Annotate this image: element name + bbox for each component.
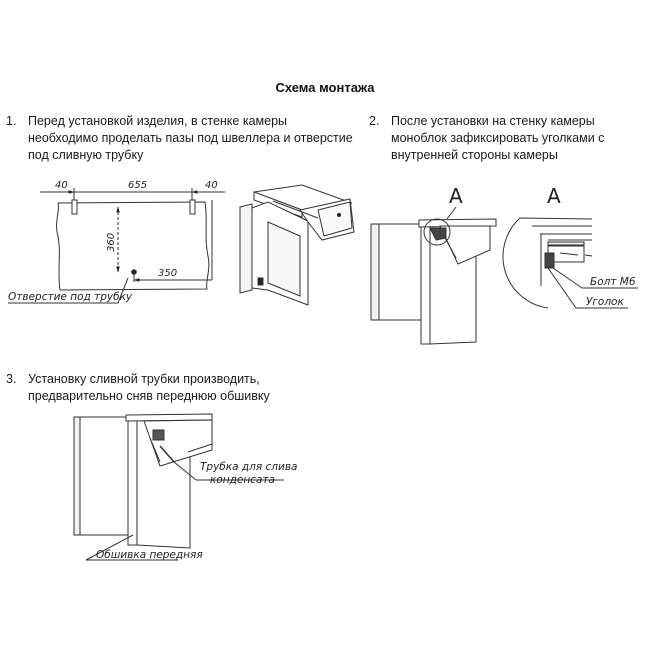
- channel-slot-right: [190, 200, 195, 214]
- step-3-line-1: Установку сливной трубки производить,: [28, 372, 260, 386]
- drain-hole: [132, 270, 137, 275]
- step-1-line-3: под сливную трубку: [28, 148, 144, 162]
- dim-left-40: 40: [55, 180, 68, 191]
- label-detail-a: A: [449, 184, 463, 208]
- diagram-fixing-angles: [371, 207, 496, 344]
- step-1-number: 1.: [6, 114, 17, 128]
- page-title: Схема монтажа: [275, 80, 375, 95]
- step-2-number: 2.: [369, 114, 380, 128]
- step-3-number: 3.: [6, 372, 17, 386]
- wall-panel-outline: [57, 202, 209, 290]
- step-1-line-2: необходимо проделать пазы под швеллера и отверстие: [28, 131, 353, 145]
- callout-front-cover: Обшивка передняя: [96, 549, 203, 561]
- dim-360: 360: [106, 232, 117, 252]
- step-1-line-1: Перед установкой изделия, в стенке камеры: [28, 114, 288, 128]
- step-2-line-3: внутренней стороны камеры: [391, 148, 558, 162]
- dim-655: 655: [128, 180, 148, 191]
- callout-drain-tube: Трубка для слива: [200, 461, 298, 473]
- step-2-line-1: После установки на стенку камеры: [391, 114, 595, 128]
- callout-drain-hole: Отверстие под трубку: [8, 291, 133, 303]
- callout-angle: Уголок: [586, 296, 624, 308]
- callout-drain-tube-2: конденсата: [210, 474, 275, 486]
- dim-350: 350: [158, 268, 178, 279]
- dim-right-40: 40: [205, 180, 218, 191]
- detail-a-zoom: [503, 218, 638, 308]
- diagram-drain-tube: [74, 414, 284, 560]
- step-3-line-2: предварительно сняв переднюю обшивку: [28, 389, 270, 403]
- step-2-line-2: моноблок зафиксировать уголками с: [391, 131, 605, 145]
- monoblock-isometric: [240, 185, 354, 305]
- callout-bolt: Болт М6: [590, 276, 636, 288]
- channel-slot-left: [72, 200, 77, 214]
- label-detail-a-zoom: A: [547, 184, 561, 208]
